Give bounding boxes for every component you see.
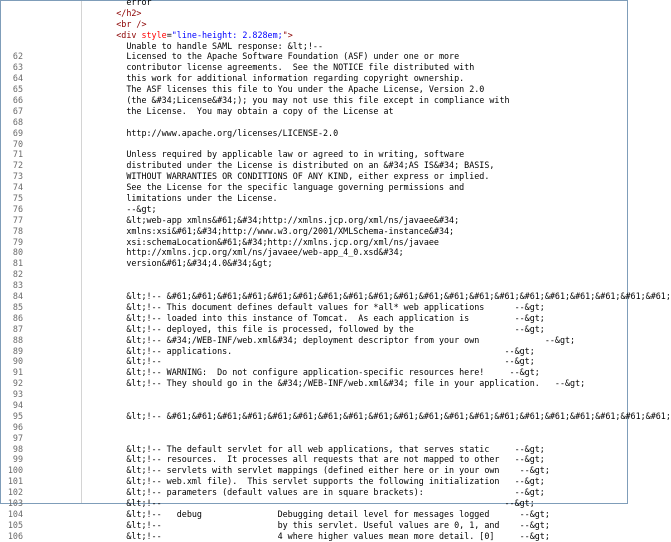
source-line — [1, 73, 627, 84]
line-code — [86, 84, 484, 95]
code-token: &lt;!-- The default servlet for all web applications, that serves static --&gt; — [86, 443, 545, 454]
line-number: 92 — [12, 378, 23, 389]
line-number: 67 — [12, 105, 23, 116]
line-code — [86, 128, 338, 139]
line-number: 90 — [12, 356, 23, 367]
code-token: &lt;!-- deployed, this file is processed, followed by the --&gt; — [86, 323, 545, 334]
source-line — [1, 291, 671, 302]
source-line — [1, 106, 627, 117]
source-line — [1, 444, 627, 455]
source-line — [1, 378, 627, 389]
source-line — [1, 247, 627, 258]
line-number: 104 — [7, 508, 23, 519]
code-token: </h2> — [86, 7, 142, 18]
line-number: 63 — [12, 62, 23, 73]
line-number: 83 — [12, 280, 23, 291]
code-token: "> — [282, 29, 293, 40]
code-token: limitations under the License. — [86, 193, 278, 204]
code-token: &lt;!-- &#61;&#61;&#61;&#61;&#61;&#61;&#61;&#61;&#61;&#61;&#61;&#61;&#61;&#61;&#61;&#61;&#61;&#61;&#61;&#61; — [86, 291, 671, 302]
line-number: 91 — [12, 367, 23, 378]
source-line — [1, 51, 627, 62]
code-token: xsi:schemaLocation&#61;&#34;http://xmlns.jcp.org/xml/ns/javaee — [86, 236, 439, 247]
source-line — [1, 117, 627, 128]
source-line — [1, 171, 627, 182]
code-token: &lt;!-- --&gt; — [86, 356, 535, 367]
line-code — [86, 520, 550, 531]
source-line — [1, 0, 627, 8]
source-line — [1, 422, 627, 433]
line-number: 95 — [12, 410, 23, 421]
line-number: 88 — [12, 334, 23, 345]
code-token: version&#61;&#34;4.0&#34;&gt; — [86, 258, 273, 269]
line-code — [86, 465, 550, 476]
source-line — [1, 324, 627, 335]
line-code — [86, 204, 157, 215]
code-token: &lt;!-- loaded into this instance of Tomcat. As each application is --&gt; — [86, 312, 545, 323]
source-line — [1, 410, 671, 422]
line-number: 70 — [12, 138, 23, 149]
source-line — [1, 498, 627, 509]
source-line — [1, 531, 627, 542]
line-number: 101 — [7, 476, 23, 487]
source-code-lines — [1, 0, 671, 542]
line-number: 68 — [12, 116, 23, 127]
line-number: 89 — [12, 345, 23, 356]
code-token: &lt;!-- debug Debugging detail level for messages logged --&gt; — [86, 508, 550, 519]
line-number: 94 — [12, 399, 23, 410]
code-token: contributor license agreements. See the NOTICE file distributed with — [86, 62, 475, 73]
line-number: 82 — [12, 269, 23, 280]
source-line — [1, 193, 627, 204]
code-token: &lt;!-- applications. --&gt; — [86, 345, 535, 356]
line-number: 74 — [12, 182, 23, 193]
code-token: --&gt; — [86, 203, 157, 214]
line-code — [86, 367, 540, 378]
line-code — [86, 411, 671, 422]
line-number: 98 — [12, 443, 23, 454]
line-number: 84 — [12, 291, 23, 302]
code-token: Unless required by applicable law or agreed to in writing, software — [86, 149, 465, 160]
line-number: 81 — [12, 258, 23, 269]
line-code — [86, 302, 545, 313]
line-number: 86 — [12, 312, 23, 323]
source-line — [1, 302, 627, 313]
code-token: http://www.apache.org/licenses/LICENSE-2.0 — [86, 127, 339, 138]
source-line — [1, 509, 627, 520]
source-line — [1, 95, 627, 106]
line-number: 106 — [7, 530, 23, 541]
line-number: 100 — [7, 465, 23, 476]
line-code — [86, 291, 671, 302]
line-code — [86, 531, 550, 542]
code-token: Unable to handle SAML response: &lt;!-- — [86, 40, 323, 51]
source-line — [1, 269, 627, 280]
code-token: &lt;!-- This document defines default values for *all* web applications --&gt; — [86, 301, 545, 312]
source-line — [1, 280, 627, 291]
line-number: 69 — [12, 127, 23, 138]
line-number: 77 — [12, 214, 23, 225]
line-code — [86, 215, 459, 226]
source-line — [1, 367, 627, 378]
source-line — [1, 346, 627, 357]
source-line — [1, 487, 627, 498]
line-code — [86, 226, 454, 237]
source-line — [1, 128, 627, 139]
line-number: 66 — [12, 95, 23, 106]
code-token: style — [141, 29, 167, 40]
line-code — [86, 258, 273, 269]
line-code — [86, 346, 535, 357]
line-number: 72 — [12, 160, 23, 171]
line-number: 105 — [7, 519, 23, 530]
source-line — [1, 258, 627, 269]
line-code — [86, 62, 474, 73]
code-token: <div — [86, 29, 142, 40]
line-code — [86, 160, 494, 171]
source-line — [1, 160, 627, 171]
line-number: 65 — [12, 84, 23, 95]
line-number: 97 — [12, 432, 23, 443]
code-token: &lt;!-- 4 where higher values mean more detail. [0] --&gt; — [86, 530, 550, 541]
line-number: 102 — [7, 487, 23, 498]
code-token: http://xmlns.jcp.org/xml/ns/javaee/web-app_4_0.xsd&#34; — [86, 247, 404, 258]
source-line — [1, 237, 627, 248]
code-token: WITHOUT WARRANTIES OR CONDITIONS OF ANY KIND, either express or implied. — [86, 171, 490, 182]
code-token: &lt;!-- &#34;/WEB-INF/web.xml&#34; deployment descriptor from your own --&gt; — [86, 334, 576, 345]
code-token: &lt;!-- They should go in the &#34;/WEB-INF/web.xml&#34; file in your application. --&gt; — [86, 378, 586, 389]
line-code — [86, 19, 147, 30]
source-line — [1, 356, 627, 367]
line-number: 85 — [12, 301, 23, 312]
line-code — [86, 444, 545, 455]
line-code — [86, 182, 464, 193]
line-number: 79 — [12, 236, 23, 247]
line-number: 71 — [12, 149, 23, 160]
line-code — [86, 247, 404, 258]
line-code — [86, 95, 510, 106]
code-token: The ASF licenses this file to You under the Apache License, Version 2.0 — [86, 84, 485, 95]
code-token: &lt;!-- resources. It processes all requests that are not mapped to other --&gt; — [86, 454, 545, 465]
source-line — [1, 19, 627, 30]
source-line — [1, 389, 627, 400]
code-token: Licensed to the Apache Software Foundation (ASF) under one or more — [86, 51, 460, 62]
source-line — [1, 62, 627, 73]
source-line — [1, 149, 627, 160]
source-line — [1, 182, 627, 193]
code-token: &lt;!-- servlets with servlet mappings (defined either here or in your own --&gt; — [86, 465, 550, 476]
line-number: 78 — [12, 225, 23, 236]
source-line — [1, 313, 627, 324]
line-number: 99 — [12, 454, 23, 465]
source-line — [1, 476, 627, 487]
source-line — [1, 465, 627, 476]
line-number: 87 — [12, 323, 23, 334]
code-token: &lt;!-- parameters (default values are in square brackets): --&gt; — [86, 487, 545, 498]
line-code — [86, 487, 545, 498]
line-code — [86, 356, 535, 367]
code-token: "line-height: 2.828em; — [171, 29, 283, 40]
line-code — [86, 41, 323, 52]
source-line — [1, 335, 627, 346]
source-line — [1, 520, 627, 531]
code-token: = — [166, 29, 172, 40]
line-code — [86, 378, 585, 389]
line-code — [86, 106, 394, 117]
source-line — [1, 204, 627, 215]
line-code — [86, 73, 464, 84]
line-code — [86, 237, 439, 248]
source-line — [1, 84, 627, 95]
line-code — [86, 193, 278, 204]
line-code — [86, 335, 575, 346]
code-token: &lt;!-- WARNING: Do not configure application-specific resources here! --&gt; — [86, 367, 540, 378]
code-token: this work for additional information regarding copyright ownership. — [86, 73, 465, 84]
line-code — [86, 0, 152, 8]
source-line — [1, 41, 627, 52]
code-token: &lt;!-- web.xml file). This servlet supports the following initialization --&gt; — [86, 476, 545, 487]
code-token: &lt;!-- --&gt; — [86, 497, 535, 508]
code-token: the License. You may obtain a copy of the License at — [86, 105, 394, 116]
line-number: 93 — [12, 389, 23, 400]
source-line — [1, 454, 627, 465]
line-number: 73 — [12, 171, 23, 182]
line-code — [86, 498, 535, 509]
code-token: (the &#34;License&#34;); you may not use this file except in compliance with — [86, 95, 510, 106]
line-code — [86, 8, 141, 19]
code-token: &lt;!-- by this servlet. Useful values are 0, 1, and --&gt; — [86, 519, 550, 530]
source-line — [1, 226, 627, 237]
line-code — [86, 30, 293, 41]
source-line — [1, 30, 627, 41]
source-line — [1, 139, 627, 150]
line-code — [86, 454, 545, 465]
line-number: 80 — [12, 247, 23, 258]
code-token: &lt;!-- &#61;&#61;&#61;&#61;&#61;&#61;&#61;&#61;&#61;&#61;&#61;&#61;&#61;&#61;&#61;&#61;&#61;&#61;&#61;&#61; — [86, 410, 671, 421]
source-line — [1, 8, 627, 19]
line-number: 64 — [12, 73, 23, 84]
code-token: &lt;web-app xmlns&#61;&#34;http://xmlns.jcp.org/xml/ns/javaee&#34; — [86, 214, 460, 225]
line-code — [86, 324, 545, 335]
source-line — [1, 400, 627, 411]
code-token: distributed under the License is distributed on an &#34;AS IS&#34; BASIS, — [86, 160, 495, 171]
code-token: error — [86, 0, 152, 7]
line-code — [86, 51, 459, 62]
line-code — [86, 313, 545, 324]
line-code — [86, 509, 550, 520]
source-line — [1, 433, 627, 444]
line-code — [86, 476, 545, 487]
line-code — [86, 149, 464, 160]
line-number: 76 — [12, 203, 23, 214]
line-number: 75 — [12, 193, 23, 204]
line-code — [86, 171, 489, 182]
line-number: 103 — [7, 497, 23, 508]
code-token: <br /> — [86, 18, 147, 29]
line-number: 62 — [12, 51, 23, 62]
code-token: xmlns:xsi&#61;&#34;http://www.w3.org/2001/XMLSchema-instance&#34; — [86, 225, 455, 236]
line-number: 96 — [12, 421, 23, 432]
source-line — [1, 215, 627, 226]
code-token: See the License for the specific language governing permissions and — [86, 182, 465, 193]
